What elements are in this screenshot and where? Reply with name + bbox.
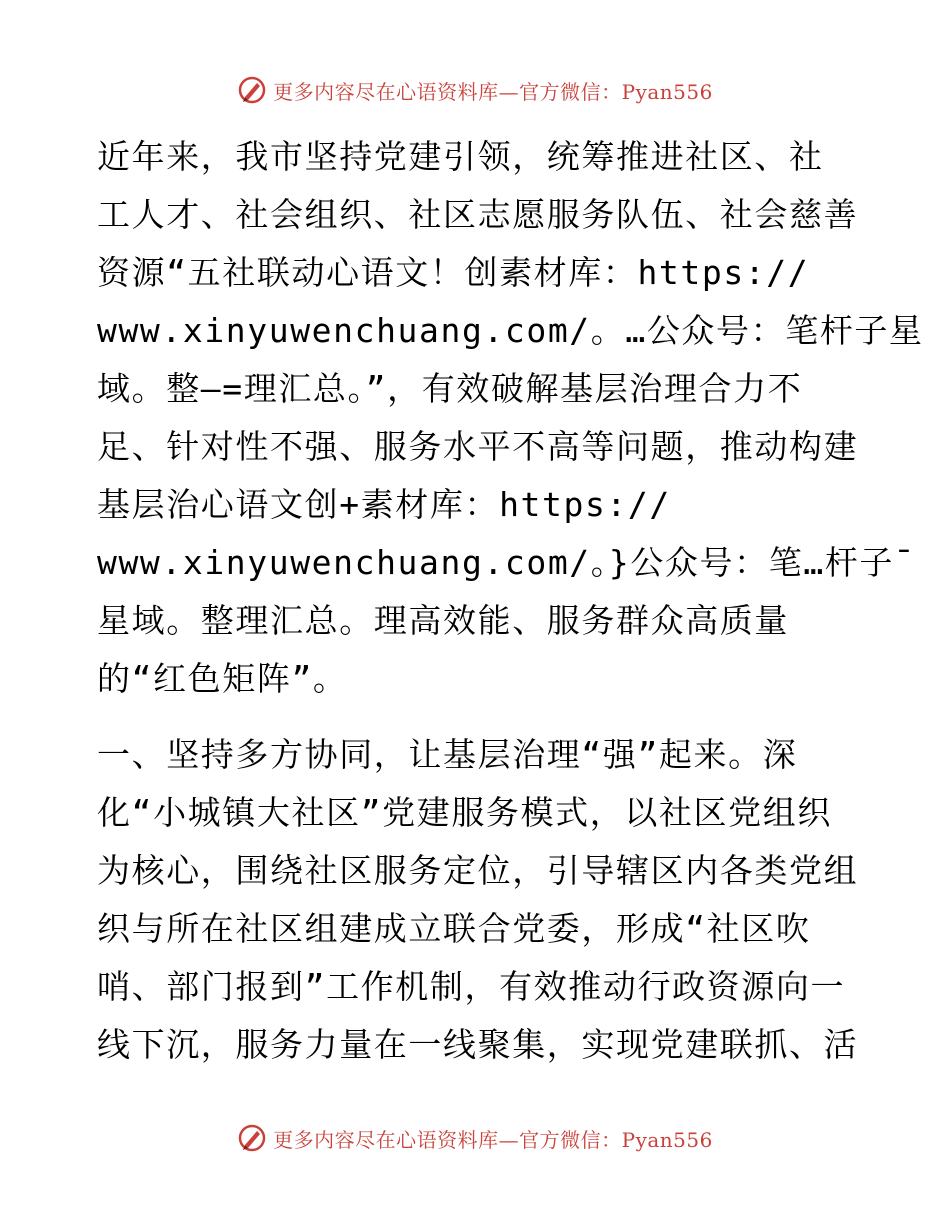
- paragraph-intro: [97, 128, 924, 708]
- text-line: 足、针对性不强、服务水平不高等问题，推动构建: [97, 427, 859, 466]
- text-line: 资源“五社联动心语文！创素材库：https://: [97, 253, 810, 292]
- text-line: 化“小城镇大社区”党建服务模式，以社区党组织: [97, 793, 832, 832]
- footer-banner: [0, 1118, 950, 1158]
- header-banner-text: 更多内容尽在心语资料库—官方微信：Pyan556: [273, 79, 713, 104]
- text-line: 哨、部门报到”工作机制，有效推动行政资源向一: [97, 967, 846, 1006]
- text-line: www.xinyuwenchuang.com/。…公众号：笔杆子星: [97, 311, 924, 350]
- text-line: 的“红色矩阵”。: [97, 659, 348, 698]
- text-line: 为核心，围绕社区服务定位，引导辖区内各类党组: [97, 851, 859, 890]
- pen-circle-logo-icon: [237, 1123, 267, 1153]
- header-banner: [0, 70, 950, 110]
- document-body: [97, 128, 924, 1074]
- text-line: 一、坚持多方协同，让基层治理“强”起来。深: [97, 735, 798, 774]
- footer-banner-text: 更多内容尽在心语资料库—官方微信：Pyan556: [273, 1127, 713, 1152]
- paragraph-gap: [97, 708, 857, 726]
- text-line: 域。整—=理汇总。”，有效破解基层治理合力不: [97, 369, 803, 408]
- text-line: 线下沉，服务力量在一线聚集，实现党建联抓、活: [97, 1025, 859, 1064]
- text-line: 近年来，我市坚持党建引领，统筹推进社区、社: [97, 137, 824, 176]
- text-line: 织与所在社区组建成立联合党委，形成“社区吹: [97, 909, 811, 948]
- text-line: 基层治心语文创+素材库：https://: [97, 485, 671, 524]
- text-line: www.xinyuwenchuang.com/。}公众号：笔…杆子¯: [97, 543, 916, 582]
- pen-circle-logo-icon: [237, 75, 267, 105]
- text-line: 星域。整理汇总。理高效能、服务群众高质量: [97, 601, 789, 640]
- text-line: 工人才、社会组织、社区志愿服务队伍、社会慈善: [97, 195, 859, 234]
- paragraph-section-one: [97, 726, 857, 1074]
